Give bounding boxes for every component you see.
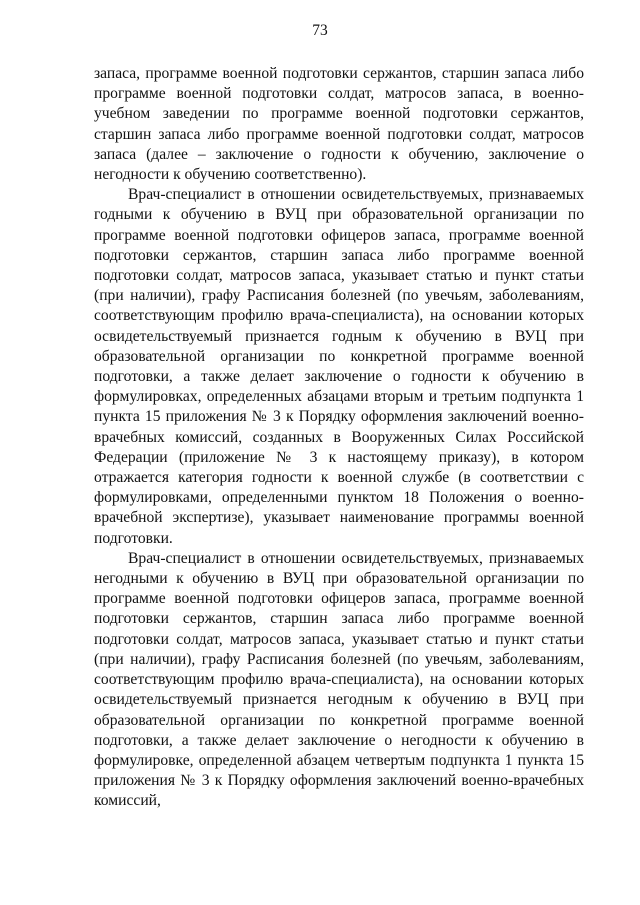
document-body	[94, 64, 584, 812]
paragraph-unfit-for-training: Врач-специалист в отношении освидетельствуемых, признаваемых негодными к обучению в ВУЦ при образовательной организации по программе военной подготовки офицеров запаса, программе военной подготовки сержантов, старшин запаса либо программе военной подготовки солдат, матросов запаса, указывает статью и пункт статьи (при наличии), графу Расписания болезней (по увечьям, заболеваниям, соответствующим профилю врача-специалиста), на основании которых освидетельствуемый признается негодным к обучению в ВУЦ при образовательной организации по конкретной программе военной подготовки, а также делает заключение о негодности к обучению в формулировке, определенной абзацем четвертым подпункта 1 пункта 15 приложения № 3 к Порядку оформления заключений военно-врачебных комиссий,	[94, 549, 584, 810]
page-number: 73	[312, 22, 328, 39]
paragraph-continuation: запаса, программе военной подготовки сержантов, старшин запаса либо программе военной подготовки солдат, матросов запаса, в военно-учебном заведении по программе военной подготовки сержантов, старшин запаса либо программе военной подготовки солдат, матросов запаса (далее – заключение о годности к обучению, заключение о негодности к обучению соответственно).	[94, 65, 584, 184]
paragraph-fit-for-training: Врач-специалист в отношении освидетельствуемых, признаваемых годными к обучению в ВУЦ при образовательной организации по программе военной подготовки офицеров запаса, программе военной подготовки сержантов, старшин запаса либо программе военной подготовки солдат, матросов запаса, указывает статью и пункт статьи (при наличии), графу Расписания болезней (по увечьям, заболеваниям, соответствующим профилю врача-специалиста), на основании которых освидетельствуемый признается годным к обучению в ВУЦ при образовательной организации по конкретной программе военной подготовки, а также делает заключение о годности к обучению в формулировках, определенных абзацами вторым и третьим подпункта 1 пункта 15 приложения № 3 к Порядку оформления заключений военно-врачебных комиссий, созданных в Вооруженных Силах Российской Федерации (приложение № 3 к настоящему приказу), в котором отражается категория годности к военной службе (в соответствии с формулировками, определенными пунктом 18 Положения о военно-врачебной экспертизе), указывает наименование программы военной подготовки.	[94, 186, 584, 547]
